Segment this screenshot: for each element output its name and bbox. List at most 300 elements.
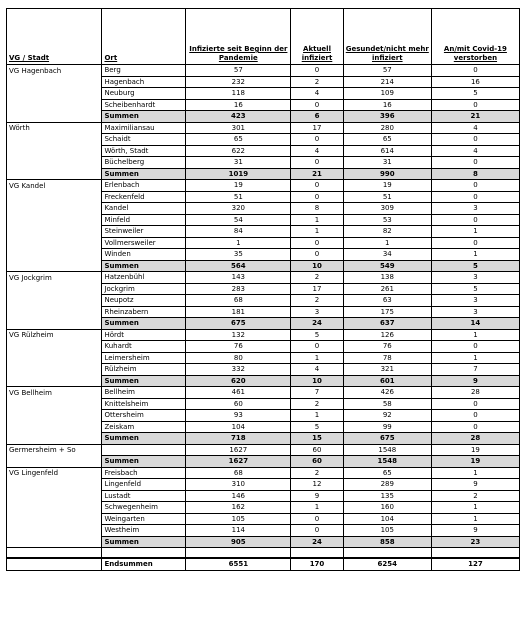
cell-aktuell: 0 [291,191,343,203]
cell-gesundet: 53 [343,214,431,226]
table-row [7,444,520,456]
cell-ort: Jockgrim [102,283,186,295]
cell-vg-stadt [7,88,102,100]
cell-vg-stadt [7,260,102,272]
cell-infizierte: 143 [186,272,291,284]
cell-aktuell: 9 [291,490,343,502]
cell-ort: Bellheim [102,387,186,399]
cell-aktuell: 0 [291,157,343,169]
cell-infizierte: 68 [186,295,291,307]
cell-gesundet: 321 [343,364,431,376]
cell-vg-stadt: Germersheim + So [7,444,102,456]
cell-gesundet: 396 [343,111,431,123]
cell-vg-stadt [7,364,102,376]
cell-aktuell: 0 [291,65,343,77]
table-row [7,502,520,514]
cell-infizierte: 564 [186,260,291,272]
summen-row [7,375,520,387]
cell-ort: Lingenfeld [102,479,186,491]
summen-row [7,260,520,272]
cell-gesundet: 99 [343,421,431,433]
cell-vg-stadt: Wörth [7,122,102,134]
cell-vg-stadt [7,536,102,548]
cell-infizierte: 76 [186,341,291,353]
cell-infizierte: 301 [186,122,291,134]
cell-aktuell: 24 [291,318,343,330]
cell-infizierte: 461 [186,387,291,399]
cell-ort: Erlenbach [102,180,186,192]
cell-aktuell: 12 [291,479,343,491]
cell-ort [102,444,186,456]
cell-vg-stadt [7,214,102,226]
cell-ort: Weingarten [102,513,186,525]
cell-ort: Lustadt [102,490,186,502]
cell-gesundet: 990 [343,168,431,180]
cell-gesundet: 1548 [343,456,431,468]
cell-ort: Schwegenheim [102,502,186,514]
summen-row [7,111,520,123]
cell-ort: Hagenbach [102,76,186,88]
cell-ort: Kuhardt [102,341,186,353]
cell-infizierte: 1019 [186,168,291,180]
cell-vg-stadt [7,249,102,261]
cell-infizierte: 80 [186,352,291,364]
cell-ort: Hatzenbühl [102,272,186,284]
cell-gesundet: 57 [343,65,431,77]
table-row [7,421,520,433]
cell-aktuell: 2 [291,295,343,307]
cell-gesundet: 138 [343,272,431,284]
cell-aktuell: 4 [291,88,343,100]
table-row [7,341,520,353]
cell-aktuell: 2 [291,76,343,88]
cell-infizierte: 283 [186,283,291,295]
table-row [7,134,520,146]
cell-ort: Winden [102,249,186,261]
cell-ort: Minfeld [102,214,186,226]
cell-vg-stadt [7,479,102,491]
cell-gesundet: 637 [343,318,431,330]
cell-ort: Rheinzabern [102,306,186,318]
cell-empty [102,548,186,559]
table-row [7,352,520,364]
table-row [7,398,520,410]
cell-ort: Freckenfeld [102,191,186,203]
cell-vg-stadt [7,226,102,238]
cell-aktuell: 1 [291,502,343,514]
cell-vg-stadt [7,433,102,445]
cell-gesundet: 92 [343,410,431,422]
cell-vg-stadt [7,111,102,123]
cell-aktuell: 0 [291,180,343,192]
cell-aktuell: 15 [291,433,343,445]
cell-empty [291,548,343,559]
cell-aktuell: 4 [291,364,343,376]
cell-vg-stadt [7,306,102,318]
cell-verstorben: 0 [431,421,519,433]
cell-aktuell: 10 [291,375,343,387]
covid-statistics-table [6,8,520,571]
table-row [7,237,520,249]
cell-infizierte: 146 [186,490,291,502]
cell-aktuell: 5 [291,421,343,433]
cell-aktuell: 4 [291,145,343,157]
cell-aktuell: 0 [291,237,343,249]
cell-aktuell: 5 [291,329,343,341]
cell-vg-stadt [7,145,102,157]
header-ort: Ort [102,9,186,65]
cell-vg-stadt [7,525,102,537]
cell-gesundet: 601 [343,375,431,387]
cell-infizierte: 718 [186,433,291,445]
table-row [7,76,520,88]
cell-verstorben: 2 [431,490,519,502]
cell-aktuell: 0 [291,99,343,111]
cell-ort: Summen [102,433,186,445]
cell-aktuell: 60 [291,444,343,456]
table-row [7,157,520,169]
cell-infizierte: 620 [186,375,291,387]
cell-ort: Maximiliansau [102,122,186,134]
cell-aktuell: 3 [291,306,343,318]
cell-ort: Rülzheim [102,364,186,376]
table-row [7,364,520,376]
cell-gesundet: 289 [343,479,431,491]
cell-gesundet: 1548 [343,444,431,456]
cell-gesundet: 614 [343,145,431,157]
cell-ort: Summen [102,168,186,180]
cell-infizierte: 114 [186,525,291,537]
cell-vg-stadt [7,352,102,364]
cell-vg-stadt [7,502,102,514]
summen-row [7,318,520,330]
cell-infizierte: 905 [186,536,291,548]
table-row [7,226,520,238]
cell-verstorben: 19 [431,456,519,468]
cell-gesundet: 426 [343,387,431,399]
summen-row [7,536,520,548]
endsummen-row [7,558,520,570]
cell-verstorben: 3 [431,306,519,318]
cell-ort: Summen [102,260,186,272]
table-row [7,214,520,226]
cell-aktuell: 1 [291,226,343,238]
cell-gesundet: 105 [343,525,431,537]
cell-verstorben: 16 [431,76,519,88]
cell-vg-stadt: VG Jockgrim [7,272,102,284]
cell-verstorben: 28 [431,387,519,399]
cell-vg-stadt [7,456,102,468]
cell-aktuell: 0 [291,341,343,353]
cell-infizierte: 181 [186,306,291,318]
cell-verstorben: 4 [431,122,519,134]
cell-vg-stadt: VG Rülzheim [7,329,102,341]
cell-gesundet: 675 [343,433,431,445]
cell-gesundet: 309 [343,203,431,215]
cell-verstorben: 1 [431,467,519,479]
cell-gesundet: 65 [343,134,431,146]
cell-aktuell: 1 [291,352,343,364]
cell-ort: Kandel [102,203,186,215]
cell-aktuell: 2 [291,272,343,284]
table-row [7,410,520,422]
cell-infizierte: 84 [186,226,291,238]
cell-ort: Knittelsheim [102,398,186,410]
cell-infizierte: 60 [186,398,291,410]
cell-verstorben: 7 [431,364,519,376]
cell-infizierte: 68 [186,467,291,479]
cell-vg-stadt [7,168,102,180]
cell-ort: Zeiskam [102,421,186,433]
cell-verstorben: 0 [431,410,519,422]
cell-infizierte: 65 [186,134,291,146]
table-row [7,122,520,134]
cell-ort: Endsummen [102,558,186,570]
cell-vg-stadt: VG Kandel [7,180,102,192]
cell-vg-stadt [7,421,102,433]
cell-ort: Wörth, Stadt [102,145,186,157]
cell-aktuell: 0 [291,134,343,146]
cell-verstorben: 21 [431,111,519,123]
cell-verstorben: 8 [431,168,519,180]
cell-vg-stadt [7,283,102,295]
cell-ort: Westheim [102,525,186,537]
table-row [7,513,520,525]
cell-aktuell: 7 [291,387,343,399]
cell-ort: Vollmersweiler [102,237,186,249]
cell-gesundet: 51 [343,191,431,203]
cell-verstorben: 1 [431,329,519,341]
cell-aktuell: 2 [291,398,343,410]
cell-gesundet: 82 [343,226,431,238]
cell-infizierte: 310 [186,479,291,491]
cell-gesundet: 160 [343,502,431,514]
cell-ort: Summen [102,111,186,123]
cell-empty [431,548,519,559]
cell-verstorben: 3 [431,203,519,215]
cell-verstorben: 5 [431,260,519,272]
cell-verstorben: 0 [431,398,519,410]
blank-row [7,548,520,559]
cell-gesundet: 78 [343,352,431,364]
table-row [7,467,520,479]
header-gesundet: Gesundet/nicht mehr infiziert [343,9,431,65]
cell-gesundet: 280 [343,122,431,134]
cell-vg-stadt [7,410,102,422]
cell-infizierte: 6551 [186,558,291,570]
cell-verstorben: 9 [431,479,519,491]
cell-aktuell: 0 [291,525,343,537]
cell-ort: Hördt [102,329,186,341]
cell-vg-stadt [7,237,102,249]
cell-ort: Summen [102,536,186,548]
cell-ort: Neupotz [102,295,186,307]
cell-ort: Freisbach [102,467,186,479]
cell-ort: Leimersheim [102,352,186,364]
cell-ort: Scheibenhardt [102,99,186,111]
table-row [7,387,520,399]
table-row [7,525,520,537]
cell-verstorben: 5 [431,88,519,100]
cell-vg-stadt [7,318,102,330]
cell-infizierte: 51 [186,191,291,203]
cell-vg-stadt [7,203,102,215]
cell-aktuell: 6 [291,111,343,123]
cell-vg-stadt [7,157,102,169]
table-row [7,490,520,502]
table-row [7,88,520,100]
cell-gesundet: 109 [343,88,431,100]
cell-infizierte: 16 [186,99,291,111]
cell-gesundet: 63 [343,295,431,307]
summen-row [7,433,520,445]
cell-infizierte: 675 [186,318,291,330]
cell-aktuell: 2 [291,467,343,479]
cell-aktuell: 17 [291,283,343,295]
table-body [7,65,520,571]
cell-gesundet: 858 [343,536,431,548]
cell-verstorben: 0 [431,180,519,192]
table-row [7,249,520,261]
table-row [7,191,520,203]
cell-ort: Ottersheim [102,410,186,422]
cell-verstorben: 0 [431,99,519,111]
cell-aktuell: 60 [291,456,343,468]
cell-gesundet: 104 [343,513,431,525]
cell-ort: Schaidt [102,134,186,146]
cell-vg-stadt [7,191,102,203]
cell-gesundet: 76 [343,341,431,353]
cell-verstorben: 1 [431,502,519,514]
header-vg-stadt: VG / Stadt [7,9,102,65]
cell-infizierte: 1 [186,237,291,249]
cell-infizierte: 1627 [186,456,291,468]
cell-gesundet: 65 [343,467,431,479]
cell-infizierte: 423 [186,111,291,123]
cell-verstorben: 0 [431,341,519,353]
cell-vg-stadt [7,295,102,307]
cell-gesundet: 126 [343,329,431,341]
table-row [7,479,520,491]
cell-gesundet: 549 [343,260,431,272]
cell-aktuell: 10 [291,260,343,272]
cell-gesundet: 6254 [343,558,431,570]
table-row [7,203,520,215]
cell-verstorben: 3 [431,295,519,307]
cell-ort: Steinweiler [102,226,186,238]
cell-aktuell: 170 [291,558,343,570]
cell-verstorben: 0 [431,237,519,249]
cell-infizierte: 105 [186,513,291,525]
cell-infizierte: 162 [186,502,291,514]
cell-gesundet: 214 [343,76,431,88]
table-row [7,329,520,341]
cell-vg-stadt: VG Lingenfeld [7,467,102,479]
cell-aktuell: 24 [291,536,343,548]
cell-gesundet: 175 [343,306,431,318]
cell-infizierte: 320 [186,203,291,215]
cell-infizierte: 19 [186,180,291,192]
cell-verstorben: 9 [431,375,519,387]
cell-infizierte: 35 [186,249,291,261]
table-row [7,306,520,318]
cell-ort: Neuburg [102,88,186,100]
cell-verstorben: 14 [431,318,519,330]
cell-gesundet: 31 [343,157,431,169]
cell-gesundet: 16 [343,99,431,111]
cell-infizierte: 93 [186,410,291,422]
cell-empty [343,548,431,559]
cell-verstorben: 5 [431,283,519,295]
cell-ort: Summen [102,318,186,330]
cell-aktuell: 17 [291,122,343,134]
cell-vg-stadt [7,375,102,387]
cell-verstorben: 23 [431,536,519,548]
summen-row [7,456,520,468]
cell-infizierte: 118 [186,88,291,100]
table-row [7,283,520,295]
cell-infizierte: 132 [186,329,291,341]
cell-verstorben: 0 [431,65,519,77]
cell-verstorben: 9 [431,525,519,537]
summen-row [7,168,520,180]
header-aktuell: Aktuell infiziert [291,9,343,65]
cell-ort: Büchelberg [102,157,186,169]
cell-aktuell: 0 [291,249,343,261]
cell-vg-stadt: VG Bellheim [7,387,102,399]
cell-verstorben: 1 [431,513,519,525]
cell-verstorben: 3 [431,272,519,284]
cell-gesundet: 1 [343,237,431,249]
cell-gesundet: 19 [343,180,431,192]
cell-gesundet: 135 [343,490,431,502]
cell-verstorben: 0 [431,157,519,169]
cell-vg-stadt [7,76,102,88]
table-row [7,65,520,77]
cell-ort: Summen [102,375,186,387]
cell-verstorben: 1 [431,249,519,261]
cell-vg-stadt [7,341,102,353]
cell-verstorben: 4 [431,145,519,157]
cell-aktuell: 1 [291,410,343,422]
cell-aktuell: 21 [291,168,343,180]
cell-verstorben: 1 [431,352,519,364]
cell-infizierte: 1627 [186,444,291,456]
cell-infizierte: 332 [186,364,291,376]
cell-verstorben: 0 [431,191,519,203]
cell-ort: Berg [102,65,186,77]
header-infizierte: Infizierte seit Beginn der Pandemie [186,9,291,65]
table-row [7,295,520,307]
cell-verstorben: 0 [431,214,519,226]
cell-verstorben: 19 [431,444,519,456]
cell-vg-stadt [7,398,102,410]
cell-gesundet: 58 [343,398,431,410]
cell-infizierte: 104 [186,421,291,433]
table-row [7,272,520,284]
cell-verstorben: 28 [431,433,519,445]
cell-infizierte: 54 [186,214,291,226]
cell-infizierte: 31 [186,157,291,169]
cell-empty [7,548,102,559]
cell-empty [186,548,291,559]
cell-gesundet: 261 [343,283,431,295]
cell-vg-stadt [7,513,102,525]
cell-ort: Summen [102,456,186,468]
cell-gesundet: 34 [343,249,431,261]
cell-aktuell: 1 [291,214,343,226]
cell-aktuell: 8 [291,203,343,215]
